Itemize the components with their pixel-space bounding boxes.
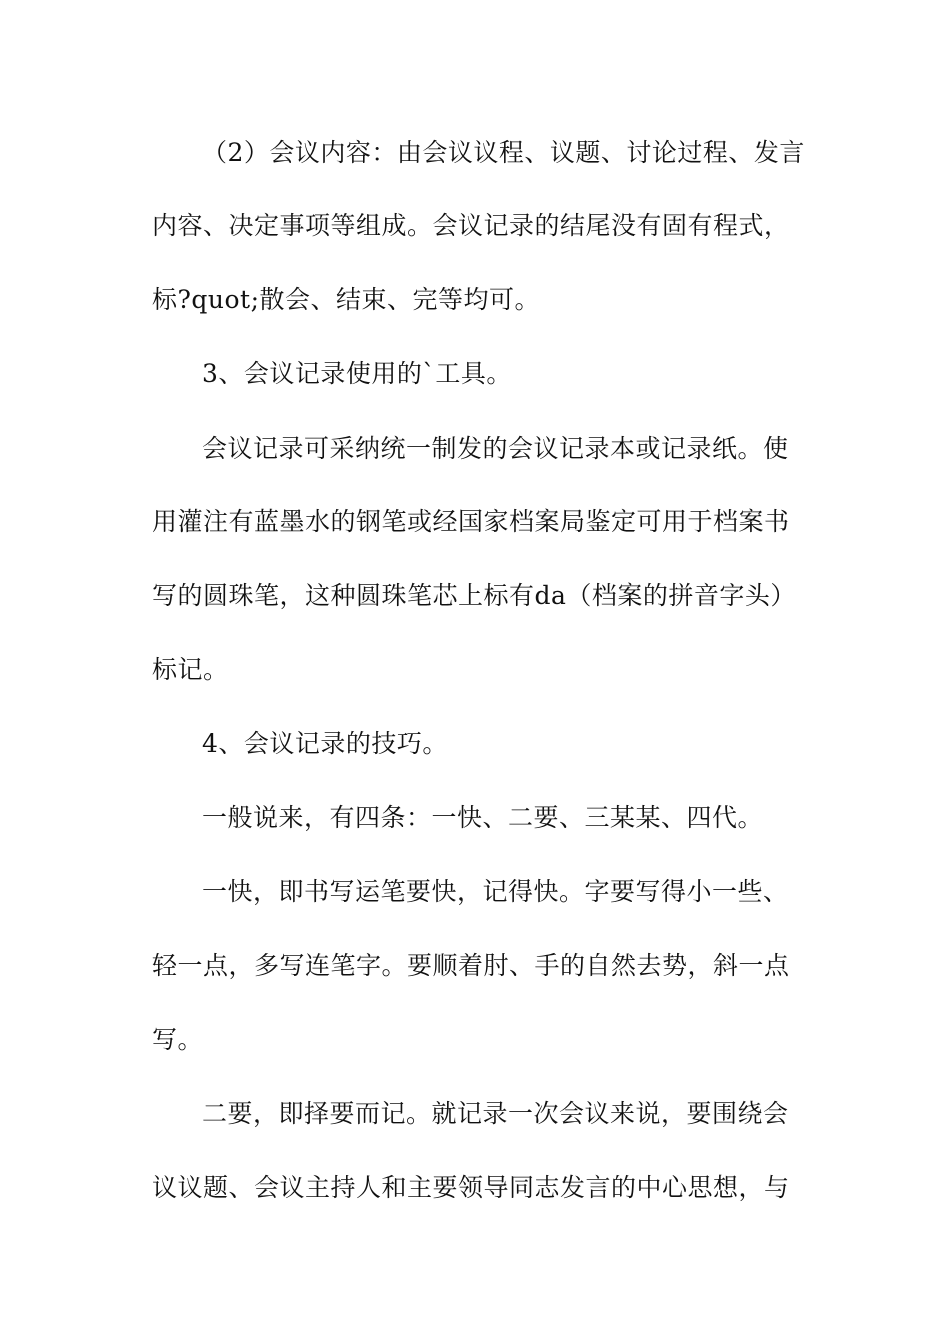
paragraph-essential-line-1: 二要，即择要而记。就记录一次会议来说，要围绕会 bbox=[202, 1099, 789, 1128]
paragraph-tools-line-3: 写的圆珠笔，这种圆珠笔芯上标有da（档案的拼音字头） bbox=[152, 581, 796, 610]
paragraph-meeting-content-line-2: 内容、决定事项等组成。会议记录的结尾没有固有程式， bbox=[152, 211, 790, 240]
paragraph-tools-line-4: 标记。 bbox=[152, 655, 229, 684]
paragraph-four-rules: 一般说来，有四条：一快、二要、三某某、四代。 bbox=[202, 803, 764, 832]
paragraph-fast-line-1: 一快，即书写运笔要快，记得快。字要写得小一些、 bbox=[202, 877, 789, 906]
paragraph-fast-line-2: 轻一点，多写连笔字。要顺着肘、手的自然去势，斜一点 bbox=[152, 951, 790, 980]
paragraph-tools-line-1: 会议记录可采纳统一制发的会议记录本或记录纸。使 bbox=[202, 434, 789, 463]
section-heading-tools: 3、会议记录使用的`工具。 bbox=[202, 359, 512, 388]
section-heading-techniques: 4、会议记录的技巧。 bbox=[202, 729, 448, 758]
paragraph-fast-line-3: 写。 bbox=[152, 1025, 204, 1054]
paragraph-tools-line-2: 用灌注有蓝墨水的钢笔或经国家档案局鉴定可用于档案书 bbox=[152, 507, 790, 536]
paragraph-meeting-content-line-3: 标?quot;散会、结束、完等均可。 bbox=[152, 285, 541, 314]
paragraph-essential-line-2: 议议题、会议主持人和主要领导同志发言的中心思想，与 bbox=[152, 1173, 790, 1202]
paragraph-meeting-content-line-1: （2）会议内容：由会议议程、议题、讨论过程、发言 bbox=[202, 138, 805, 167]
